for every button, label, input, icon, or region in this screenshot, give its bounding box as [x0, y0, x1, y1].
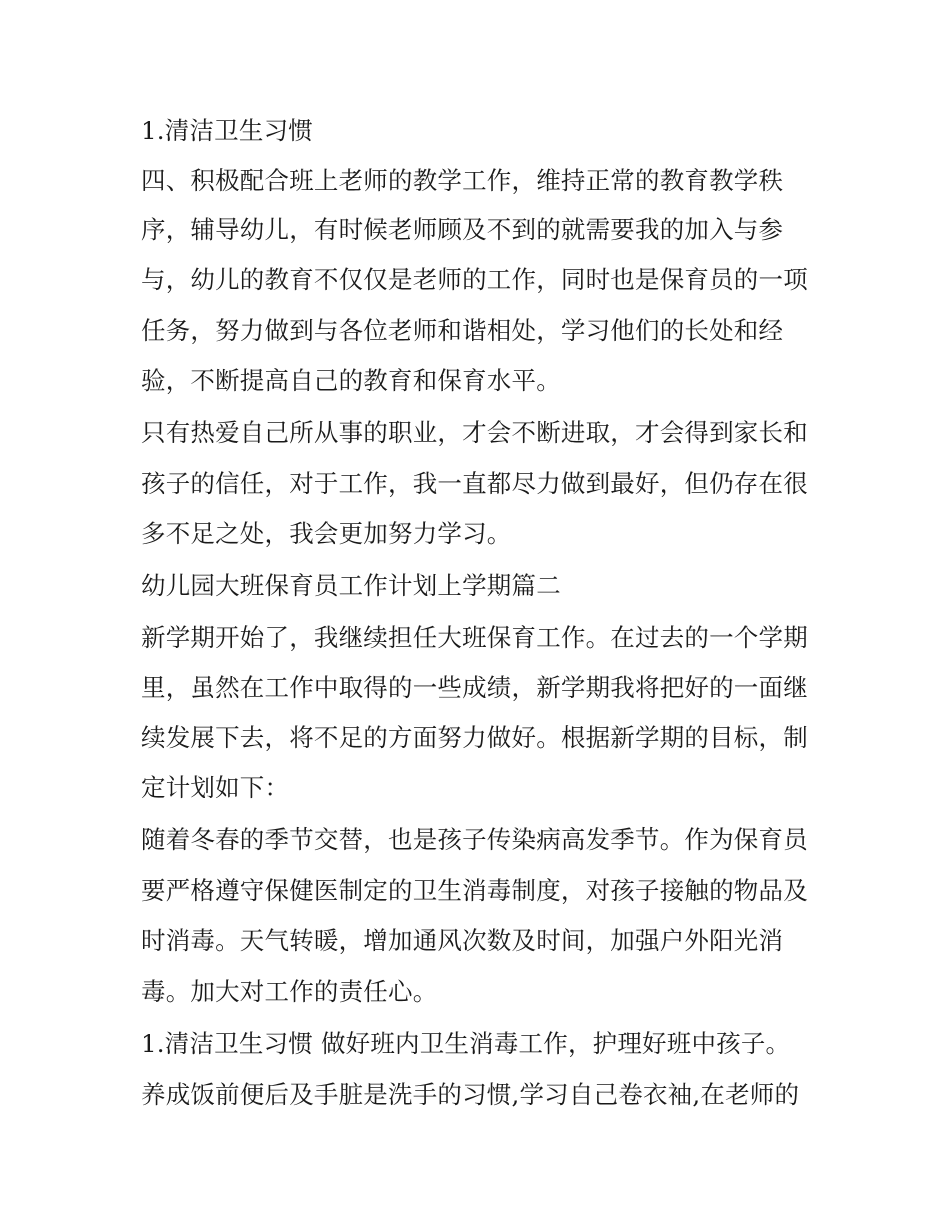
text-line: 新学期开始了，我继续担任大班保育工作。在过去的一个学期	[141, 623, 808, 652]
text-line: 续发展下去，将不足的方面努力做好。根据新学期的目标，制	[141, 723, 808, 752]
text-line: 四、积极配合班上老师的教学工作，维持正常的教育教学秩	[141, 166, 784, 195]
text-line: 时消毒。天气转暖，增加通风次数及时间，加强户外阳光消	[141, 926, 784, 955]
text-line: 随着冬春的季节交替，也是孩子传染病高发季节。作为保育员	[141, 825, 808, 854]
text-line: 定计划如下：	[141, 773, 290, 802]
text-line: 序，辅导幼儿，有时候老师顾及不到的就需要我的加入与参	[141, 215, 784, 244]
text-line: 任务，努力做到与各位老师和谐相处，学习他们的长处和经	[141, 316, 784, 345]
text-line: 验，不断提高自己的教育和保育水平。	[141, 366, 561, 395]
text-line: 1.清洁卫生习惯	[141, 116, 313, 145]
text-line: 幼儿园大班保育员工作计划上学期篇二	[141, 571, 561, 600]
text-line: 养成饭前便后及手脏是洗手的习惯,学习自己卷衣袖,在老师的	[141, 1080, 800, 1109]
text-line: 里，虽然在工作中取得的一些成绩，新学期我将把好的一面继	[141, 673, 808, 702]
text-line: 孩子的信任，对于工作，我一直都尽力做到最好，但仍存在很	[141, 469, 808, 498]
text-line: 只有热爱自己所从事的职业，才会不断进取，才会得到家长和	[141, 418, 808, 447]
text-line: 1.清洁卫生习惯 做好班内卫生消毒工作，护理好班中孩子。	[141, 1029, 791, 1058]
text-line: 多不足之处，我会更加努力学习。	[141, 519, 512, 548]
text-line: 要严格遵守保健医制定的卫生消毒制度，对孩子接触的物品及	[141, 876, 808, 905]
text-line: 与，幼儿的教育不仅仅是老师的工作，同时也是保育员的一项	[141, 265, 808, 294]
text-line: 毒。加大对工作的责任心。	[141, 977, 438, 1006]
